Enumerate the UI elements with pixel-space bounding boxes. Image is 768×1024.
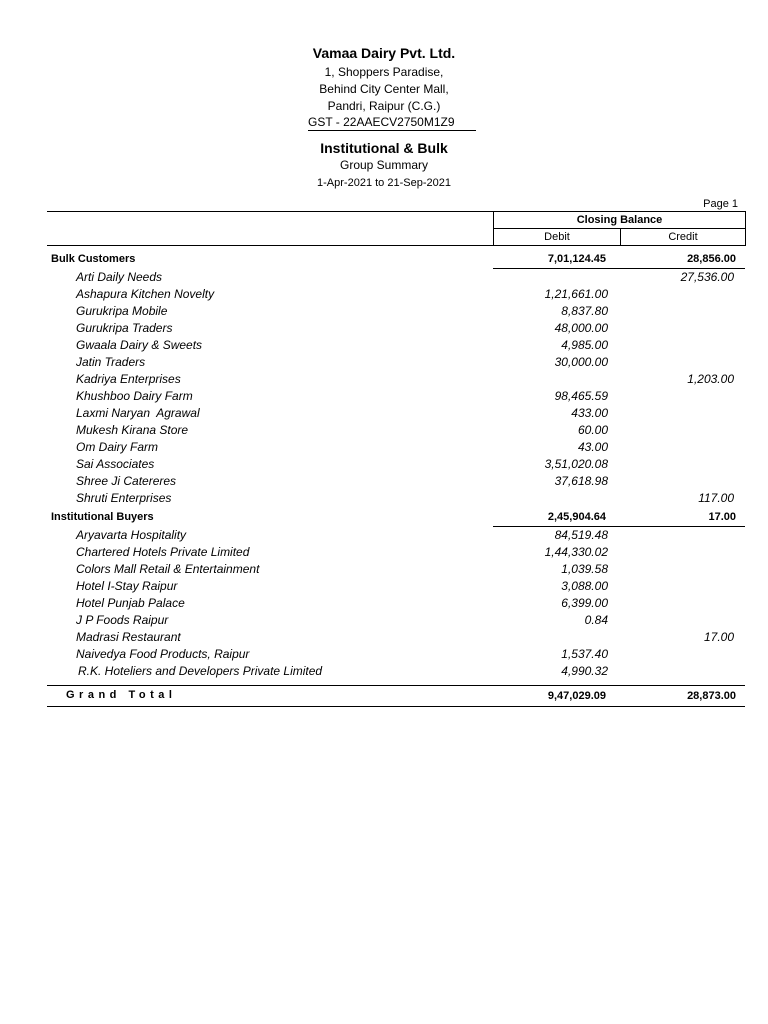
address-line-2: Behind City Center Mall,	[319, 82, 449, 96]
ledger-name: Chartered Hotels Private Limited	[76, 545, 250, 559]
ledger-credit: 117.00	[698, 491, 734, 505]
ledger-row	[0, 490, 768, 507]
grand-total-top-rule	[47, 685, 745, 686]
ledger-name: Shruti Enterprises	[76, 491, 172, 505]
ledger-row	[0, 612, 768, 629]
group-name: Bulk Customers	[51, 253, 136, 265]
grand-total-bottom-rule	[47, 706, 745, 707]
ledger-debit: 6,399.00	[561, 596, 608, 610]
group-debit: 2,45,904.64	[547, 511, 606, 523]
ledger-row	[0, 629, 768, 646]
ledger-name: Hotel Punjab Palace	[76, 596, 185, 610]
ledger-name: Sai Associates	[76, 457, 155, 471]
group-credit: 28,856.00	[687, 253, 736, 265]
report-subtitle: Group Summary	[339, 158, 429, 172]
ledger-name: Jatin Traders	[76, 355, 146, 369]
ledger-name: Colors Mall Retail & Entertainment	[76, 562, 260, 576]
ledger-name: Gurukripa Mobile	[76, 304, 168, 318]
credit-header: Credit	[668, 231, 698, 243]
ledger-credit: 27,536.00	[680, 270, 734, 284]
ledger-row	[0, 422, 768, 439]
ledger-name: Arti Daily Needs	[76, 270, 163, 284]
ledger-row	[0, 595, 768, 612]
group-name: Institutional Buyers	[51, 511, 154, 523]
ledger-row	[0, 544, 768, 561]
page-number: Page 1	[703, 198, 738, 210]
ledger-row	[0, 371, 768, 388]
ledger-row	[0, 405, 768, 422]
ledger-name: Gurukripa Traders	[76, 321, 173, 335]
ledger-name: R.K. Hoteliers and Developers Private Limited	[78, 664, 323, 678]
ledger-name: Naivedya Food Products, Raipur	[76, 647, 250, 661]
ledger-credit: 1,203.00	[687, 372, 734, 386]
group-row-bulk-customers	[0, 252, 768, 269]
ledger-row	[0, 578, 768, 595]
ledger-debit: 60.00	[577, 423, 608, 437]
grand-total-debit: 9,47,029.09	[547, 690, 606, 702]
closing-balance-header: Closing Balance	[576, 214, 663, 226]
ledger-debit: 30,000.00	[554, 355, 608, 369]
address-line-1: 1, Shoppers Paradise,	[324, 65, 444, 79]
ledger-debit: 84,519.48	[554, 528, 608, 542]
ledger-debit: 0.84	[584, 613, 608, 627]
ledger-debit: 433.00	[571, 406, 608, 420]
ledger-row	[0, 388, 768, 405]
ledger-row	[0, 456, 768, 473]
ledger-name: J P Foods Raipur	[76, 613, 169, 627]
ledger-debit: 48,000.00	[554, 321, 608, 335]
ledger-name: Laxmi Naryan Agrawal	[76, 406, 200, 420]
address-line-3: Pandri, Raipur (C.G.)	[327, 99, 441, 113]
ledger-name: Ashapura Kitchen Novelty	[76, 287, 215, 301]
ledger-row	[0, 473, 768, 490]
ledger-debit: 4,985.00	[561, 338, 608, 352]
ledger-row	[0, 303, 768, 320]
grand-total-credit: 28,873.00	[687, 690, 736, 702]
ledger-debit: 1,039.58	[561, 562, 608, 576]
ledger-row	[0, 663, 768, 680]
gst-number: GST - 22AAECV2750M1Z9	[308, 115, 476, 131]
ledger-row	[0, 646, 768, 663]
ledger-name: Om Dairy Farm	[76, 440, 158, 454]
ledger-debit: 43.00	[577, 440, 608, 454]
debit-header: Debit	[544, 231, 570, 243]
company-name: Vamaa Dairy Pvt. Ltd.	[312, 45, 456, 61]
ledger-debit: 3,088.00	[561, 579, 608, 593]
ledger-debit: 37,618.98	[554, 474, 608, 488]
ledger-debit: 1,21,661.00	[544, 287, 608, 301]
ledger-row	[0, 337, 768, 354]
ledger-name: Hotel I-Stay Raipur	[76, 579, 178, 593]
ledger-name: Kadriya Enterprises	[76, 372, 181, 386]
ledger-debit: 3,51,020.08	[544, 457, 608, 471]
ledger-row	[0, 320, 768, 337]
column-header-box	[493, 211, 746, 246]
ledger-row	[0, 354, 768, 371]
ledger-debit: 98,465.59	[554, 389, 608, 403]
ledger-name: Mukesh Kirana Store	[76, 423, 189, 437]
header-bottom-rule	[47, 245, 745, 246]
ledger-row	[0, 269, 768, 286]
ledger-row	[0, 439, 768, 456]
group-credit: 17.00	[708, 511, 736, 523]
date-range: 1-Apr-2021 to 21-Sep-2021	[317, 177, 451, 189]
ledger-debit: 1,537.40	[561, 647, 608, 661]
report-title: Institutional & Bulk	[320, 140, 448, 156]
group-debit: 7,01,124.45	[547, 253, 606, 265]
ledger-name: Khushboo Dairy Farm	[76, 389, 193, 403]
ledger-name: Shree Ji Catereres	[76, 474, 177, 488]
grand-total-label: Grand Total	[66, 689, 177, 701]
ledger-debit: 1,44,330.02	[544, 545, 608, 559]
ledger-name: Madrasi Restaurant	[76, 630, 181, 644]
ledger-row	[0, 527, 768, 544]
group-row-institutional-buyers	[0, 510, 768, 527]
ledger-row	[0, 286, 768, 303]
ledger-credit: 17.00	[703, 630, 734, 644]
ledger-row	[0, 561, 768, 578]
ledger-name: Aryavarta Hospitality	[76, 528, 187, 542]
ledger-debit: 4,990.32	[561, 664, 608, 678]
ledger-name: Gwaala Dairy & Sweets	[76, 338, 203, 352]
ledger-debit: 8,837.80	[561, 304, 608, 318]
